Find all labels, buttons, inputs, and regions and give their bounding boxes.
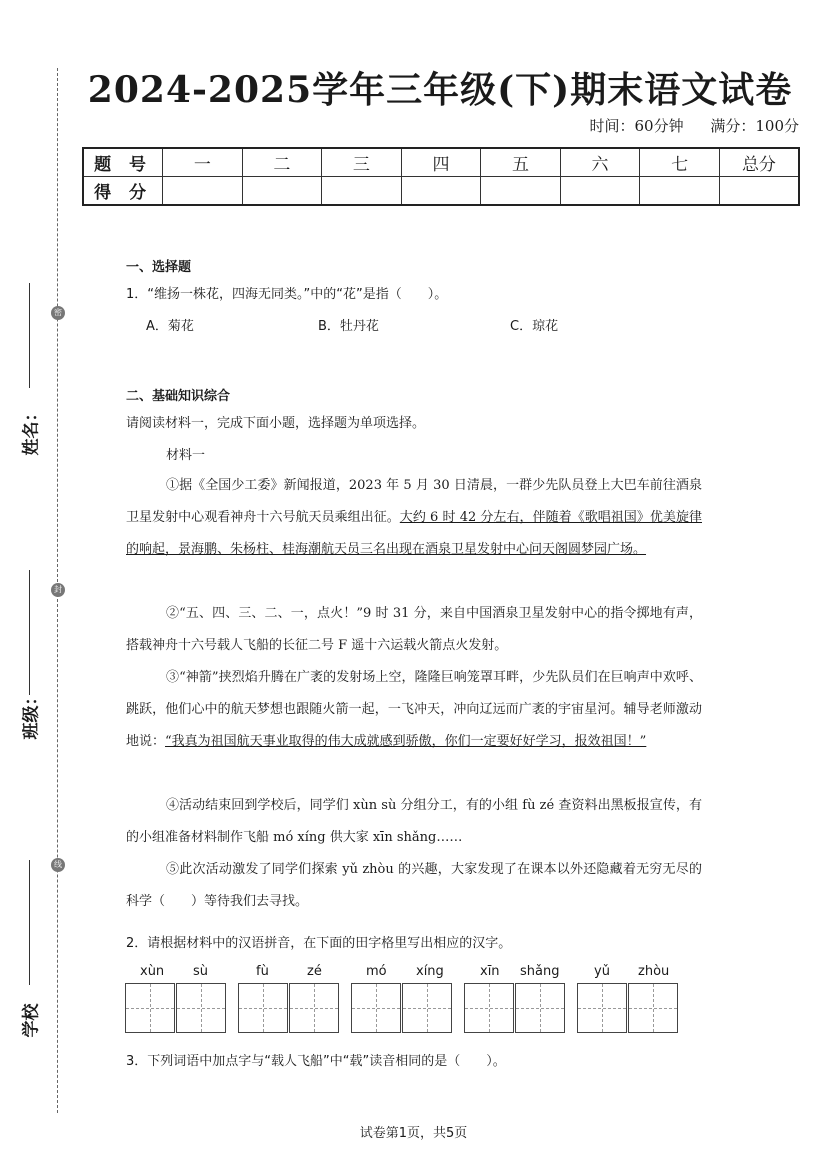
paragraph-1-underlined: 大约 6 时 42 分左右，伴随着《歌唱祖国》优美旋律的响起，景海鹏、朱杨柱、桂海潮航天员三名出现在酒泉卫星发射中心问天阁圆梦园广场。 (126, 510, 702, 557)
tianzige-cell[interactable] (515, 983, 565, 1033)
score-col-6: 六 (560, 148, 640, 177)
class-label: 班级： (21, 688, 42, 740)
score-col-3: 三 (322, 148, 402, 177)
score-col-2: 二 (242, 148, 322, 177)
paragraph-3-underlined-quote: “我真为祖国航天事业取得的伟大成就感到骄傲，你们一定要好好学习，报效祖国！” (165, 734, 647, 749)
question-2: 2．请根据材料中的汉语拼音，在下面的田字格里写出相应的汉字。 (126, 936, 512, 951)
score-cell[interactable] (719, 177, 799, 206)
material-title: 材料一 (166, 448, 206, 463)
tianzige-cell[interactable] (125, 983, 175, 1033)
tianzige-cell[interactable] (577, 983, 627, 1033)
exam-title: 2024-2025学年三年级(下)期末语文试卷 (87, 69, 793, 111)
q1-option-b[interactable]: B．牡丹花 (318, 319, 379, 334)
score-col-7: 七 (640, 148, 720, 177)
pinyin-label: zhòu (638, 964, 670, 979)
tianzige-cell[interactable] (628, 983, 678, 1033)
name-label: 姓名： (21, 404, 42, 456)
pinyin-label: yǔ (594, 964, 610, 979)
material-paragraph-3 (126, 662, 702, 758)
score-cell[interactable] (401, 177, 481, 206)
score-table-score-row (83, 177, 799, 206)
tianzige-cell[interactable] (289, 983, 339, 1033)
score-cell[interactable] (322, 177, 402, 206)
pinyin-label: xùn (140, 964, 165, 979)
score-table-header-row (83, 148, 799, 177)
exam-meta (567, 115, 799, 136)
material-paragraph-1 (126, 470, 702, 566)
score-col-5: 五 (481, 148, 561, 177)
score-col-1: 一 (163, 148, 243, 177)
score-col-total: 总分 (719, 148, 799, 177)
tianzige-cell[interactable] (464, 983, 514, 1033)
name-write-line (29, 283, 30, 388)
tianzige-cell[interactable] (402, 983, 452, 1033)
page-footer: 试卷第1页，共5页 (359, 1126, 468, 1141)
score-cell[interactable] (242, 177, 322, 206)
score-cell[interactable] (163, 177, 243, 206)
tianzige-cell[interactable] (238, 983, 288, 1033)
section2-heading: 二、基础知识综合 (126, 389, 231, 404)
q1-option-a[interactable]: A．菊花 (146, 319, 194, 334)
paragraph-3-text: ③“神箭”挟烈焰升腾在广袤的发射场上空，隆隆巨响笼罩耳畔，少先队员们在巨响声中欢呼、跳跃，他们心中的航天梦想也跟随火箭一起，一飞冲天，冲向辽远而广袤的宇宙星河。辅导老师激动地说： (126, 670, 702, 749)
score-col-4: 四 (401, 148, 481, 177)
pinyin-label: xíng (416, 964, 444, 979)
pinyin-label: sù (193, 964, 209, 979)
pinyin-label: xīn (480, 964, 500, 979)
tianzige-cell[interactable] (176, 983, 226, 1033)
seal-mark-feng: 封 (51, 583, 65, 597)
full-score: 满分：100分 (710, 117, 799, 135)
class-write-line (29, 570, 30, 695)
material-paragraph-5: ⑤此次活动激发了同学们探索 yǔ zhòu 的兴趣，大家发现了在课本以外还隐藏着无穷无尽的科学（ ）等待我们去寻找。 (126, 862, 702, 909)
seal-mark-xian: 线 (51, 858, 65, 872)
section2-intro: 请阅读材料一，完成下面小题，选择题为单项选择。 (126, 416, 426, 431)
tianzige-cell[interactable] (351, 983, 401, 1033)
school-label: 学校 (21, 1003, 42, 1038)
time-limit: 时间：60分钟 (589, 117, 684, 135)
score-cell[interactable] (560, 177, 640, 206)
score-col-label: 题 号 (83, 148, 163, 177)
material-paragraph-4: ④活动结束回到学校后，同学们 xùn sù 分组分工，有的小组 fù zé 查资料出黑板报宣传，有的小组准备材料制作飞船 mó xíng 供大家 xīn shǎng…… (126, 798, 702, 845)
seal-mark-mi: 密 (51, 306, 65, 320)
score-row-label: 得 分 (83, 177, 163, 206)
score-table (82, 147, 800, 206)
school-write-line (29, 860, 30, 985)
pinyin-label: shǎng (520, 964, 560, 979)
question-3: 3．下列词语中加点字与“载人飞船”中“载”读音相同的是（ ）。 (126, 1054, 506, 1069)
q1-option-c[interactable]: C．琼花 (510, 319, 559, 334)
paragraph-1-text: ①据《全国少工委》新闻报道，2023 年 5 月 30 日清晨，一群少先队员登上大巴车前往酒泉卫星发射中心观看神舟十六号航天员乘组出征。 (126, 478, 702, 525)
question-1: 1．“维扬一株花，四海无同类。”中的“花”是指（ ）。 (126, 287, 448, 302)
pinyin-label: fù (256, 964, 269, 979)
score-cell[interactable] (640, 177, 720, 206)
pinyin-label: zé (307, 964, 322, 979)
pinyin-label: mó (366, 964, 387, 979)
score-cell[interactable] (481, 177, 561, 206)
material-paragraph-2: ②“五、四、三、二、一，点火！”9 时 31 分，来自中国酒泉卫星发射中心的指令掷地有声，搭载神舟十六号载人飞船的长征二号 F 遥十六运载火箭点火发射。 (126, 606, 702, 653)
section1-heading: 一、选择题 (126, 260, 192, 275)
